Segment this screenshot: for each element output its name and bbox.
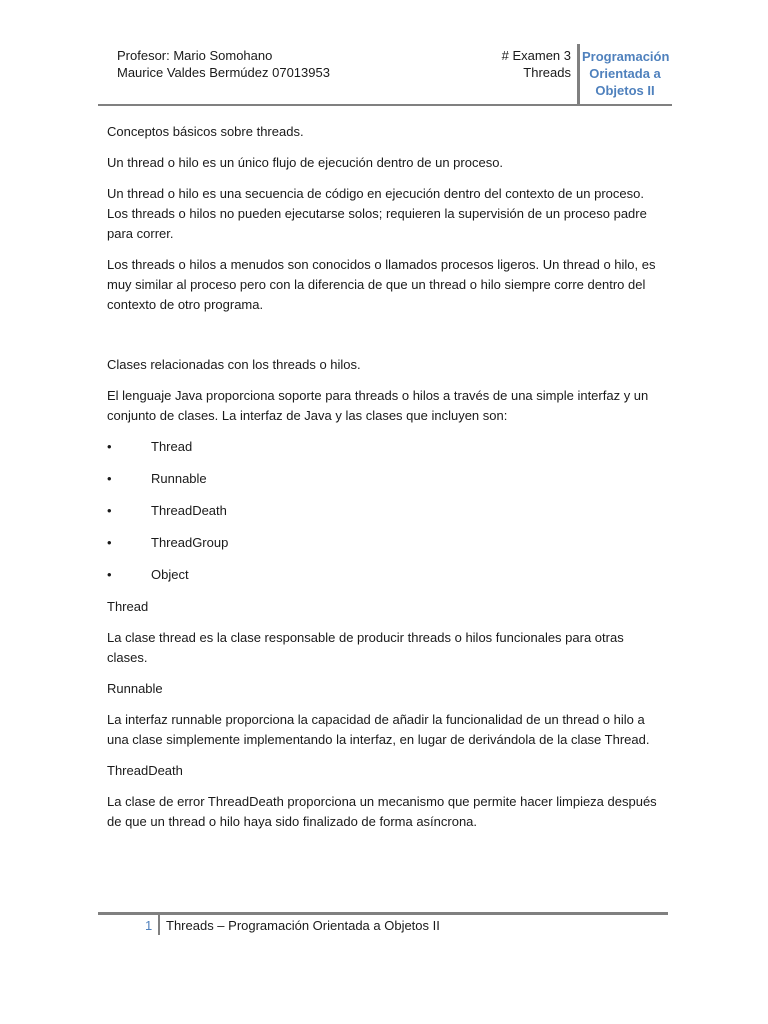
paragraph-threaddeath: La clase de error ThreadDeath proporciona un mecanismo que permite hacer limpieza después de que un thread o hilo haya sido finalizado de forma asíncrona.	[107, 794, 657, 829]
heading-threaddeath: ThreadDeath	[107, 763, 183, 778]
paragraph-runnable: La interfaz runnable proporciona la capacidad de añadir la funcionalidad de un thread o hilo a una clase simplemente implementando la interfaz, en lugar de derivándola de la clase Thread.	[107, 712, 650, 747]
header-student: Maurice Valdes Bermúdez 07013953	[117, 65, 330, 80]
paragraph-thread: La clase thread es la clase responsable de producir threads o hilos funcionales para otras clases.	[107, 630, 624, 665]
list-item	[107, 469, 663, 489]
spacer	[107, 326, 663, 355]
list-item	[107, 565, 663, 585]
list-item-label: Thread	[151, 439, 193, 454]
bullet-icon: •	[107, 535, 112, 550]
paragraph-java-support: El lenguaje Java proporciona soporte para threads o hilos a través de una simple interfaz y un conjunto de clases. La interfaz de Java y las clases que incluyen son:	[107, 388, 649, 423]
footer-divider-horizontal	[98, 912, 668, 915]
list-item-label: ThreadDeath	[151, 503, 227, 518]
header-divider-vertical	[577, 44, 580, 104]
header-course-line-3: Objetos II	[595, 83, 655, 98]
list-item-label: Object	[151, 567, 189, 582]
list-item	[107, 437, 663, 457]
bullet-icon: •	[107, 439, 112, 454]
list-item	[107, 533, 663, 553]
footer-divider-vertical	[158, 915, 160, 935]
header-exam-block	[502, 47, 571, 81]
header-topic: Threads	[523, 65, 571, 80]
paragraph-sequence: Un thread o hilo es una secuencia de código en ejecución dentro del contexto de un proceso. Los threads o hilos no pueden ejecutarse solos; requieren la supervisión de un proceso padre para correr.	[107, 186, 647, 241]
bullet-icon: •	[107, 567, 112, 582]
bullet-icon: •	[107, 503, 112, 518]
document-body	[107, 122, 663, 843]
heading-runnable: Runnable	[107, 681, 163, 696]
header-professor: Profesor: Mario Somohano	[117, 48, 273, 63]
paragraph-intro-title: Conceptos básicos sobre threads.	[107, 124, 304, 139]
paragraph-definition: Un thread o hilo es un único flujo de ejecución dentro de un proceso.	[107, 155, 504, 170]
header-author-block	[117, 47, 330, 81]
header-exam: # Examen 3	[501, 48, 571, 63]
header-course-line-2: Orientada a	[589, 66, 661, 81]
footer-page-number: 1	[145, 918, 153, 933]
footer-title: Threads – Programación Orientada a Objetos II	[166, 918, 440, 933]
bullet-icon: •	[107, 471, 112, 486]
list-item-label: ThreadGroup	[151, 535, 229, 550]
paragraph-related-classes: Clases relacionadas con los threads o hilos.	[107, 357, 361, 372]
paragraph-lightweight: Los threads o hilos a menudos son conocidos o llamados procesos ligeros. Un thread o hilo, es muy similar al proceso pero con la diferencia de que un thread o hilo siempre corre dentro del contexto de otro programa.	[107, 257, 656, 312]
heading-thread: Thread	[107, 599, 149, 614]
list-item-label: Runnable	[151, 471, 207, 486]
list-item	[107, 501, 663, 521]
class-list	[107, 437, 663, 585]
header-course-line-1: Programación	[582, 49, 670, 64]
header-course-title	[582, 48, 668, 99]
header-divider-horizontal	[98, 104, 672, 106]
